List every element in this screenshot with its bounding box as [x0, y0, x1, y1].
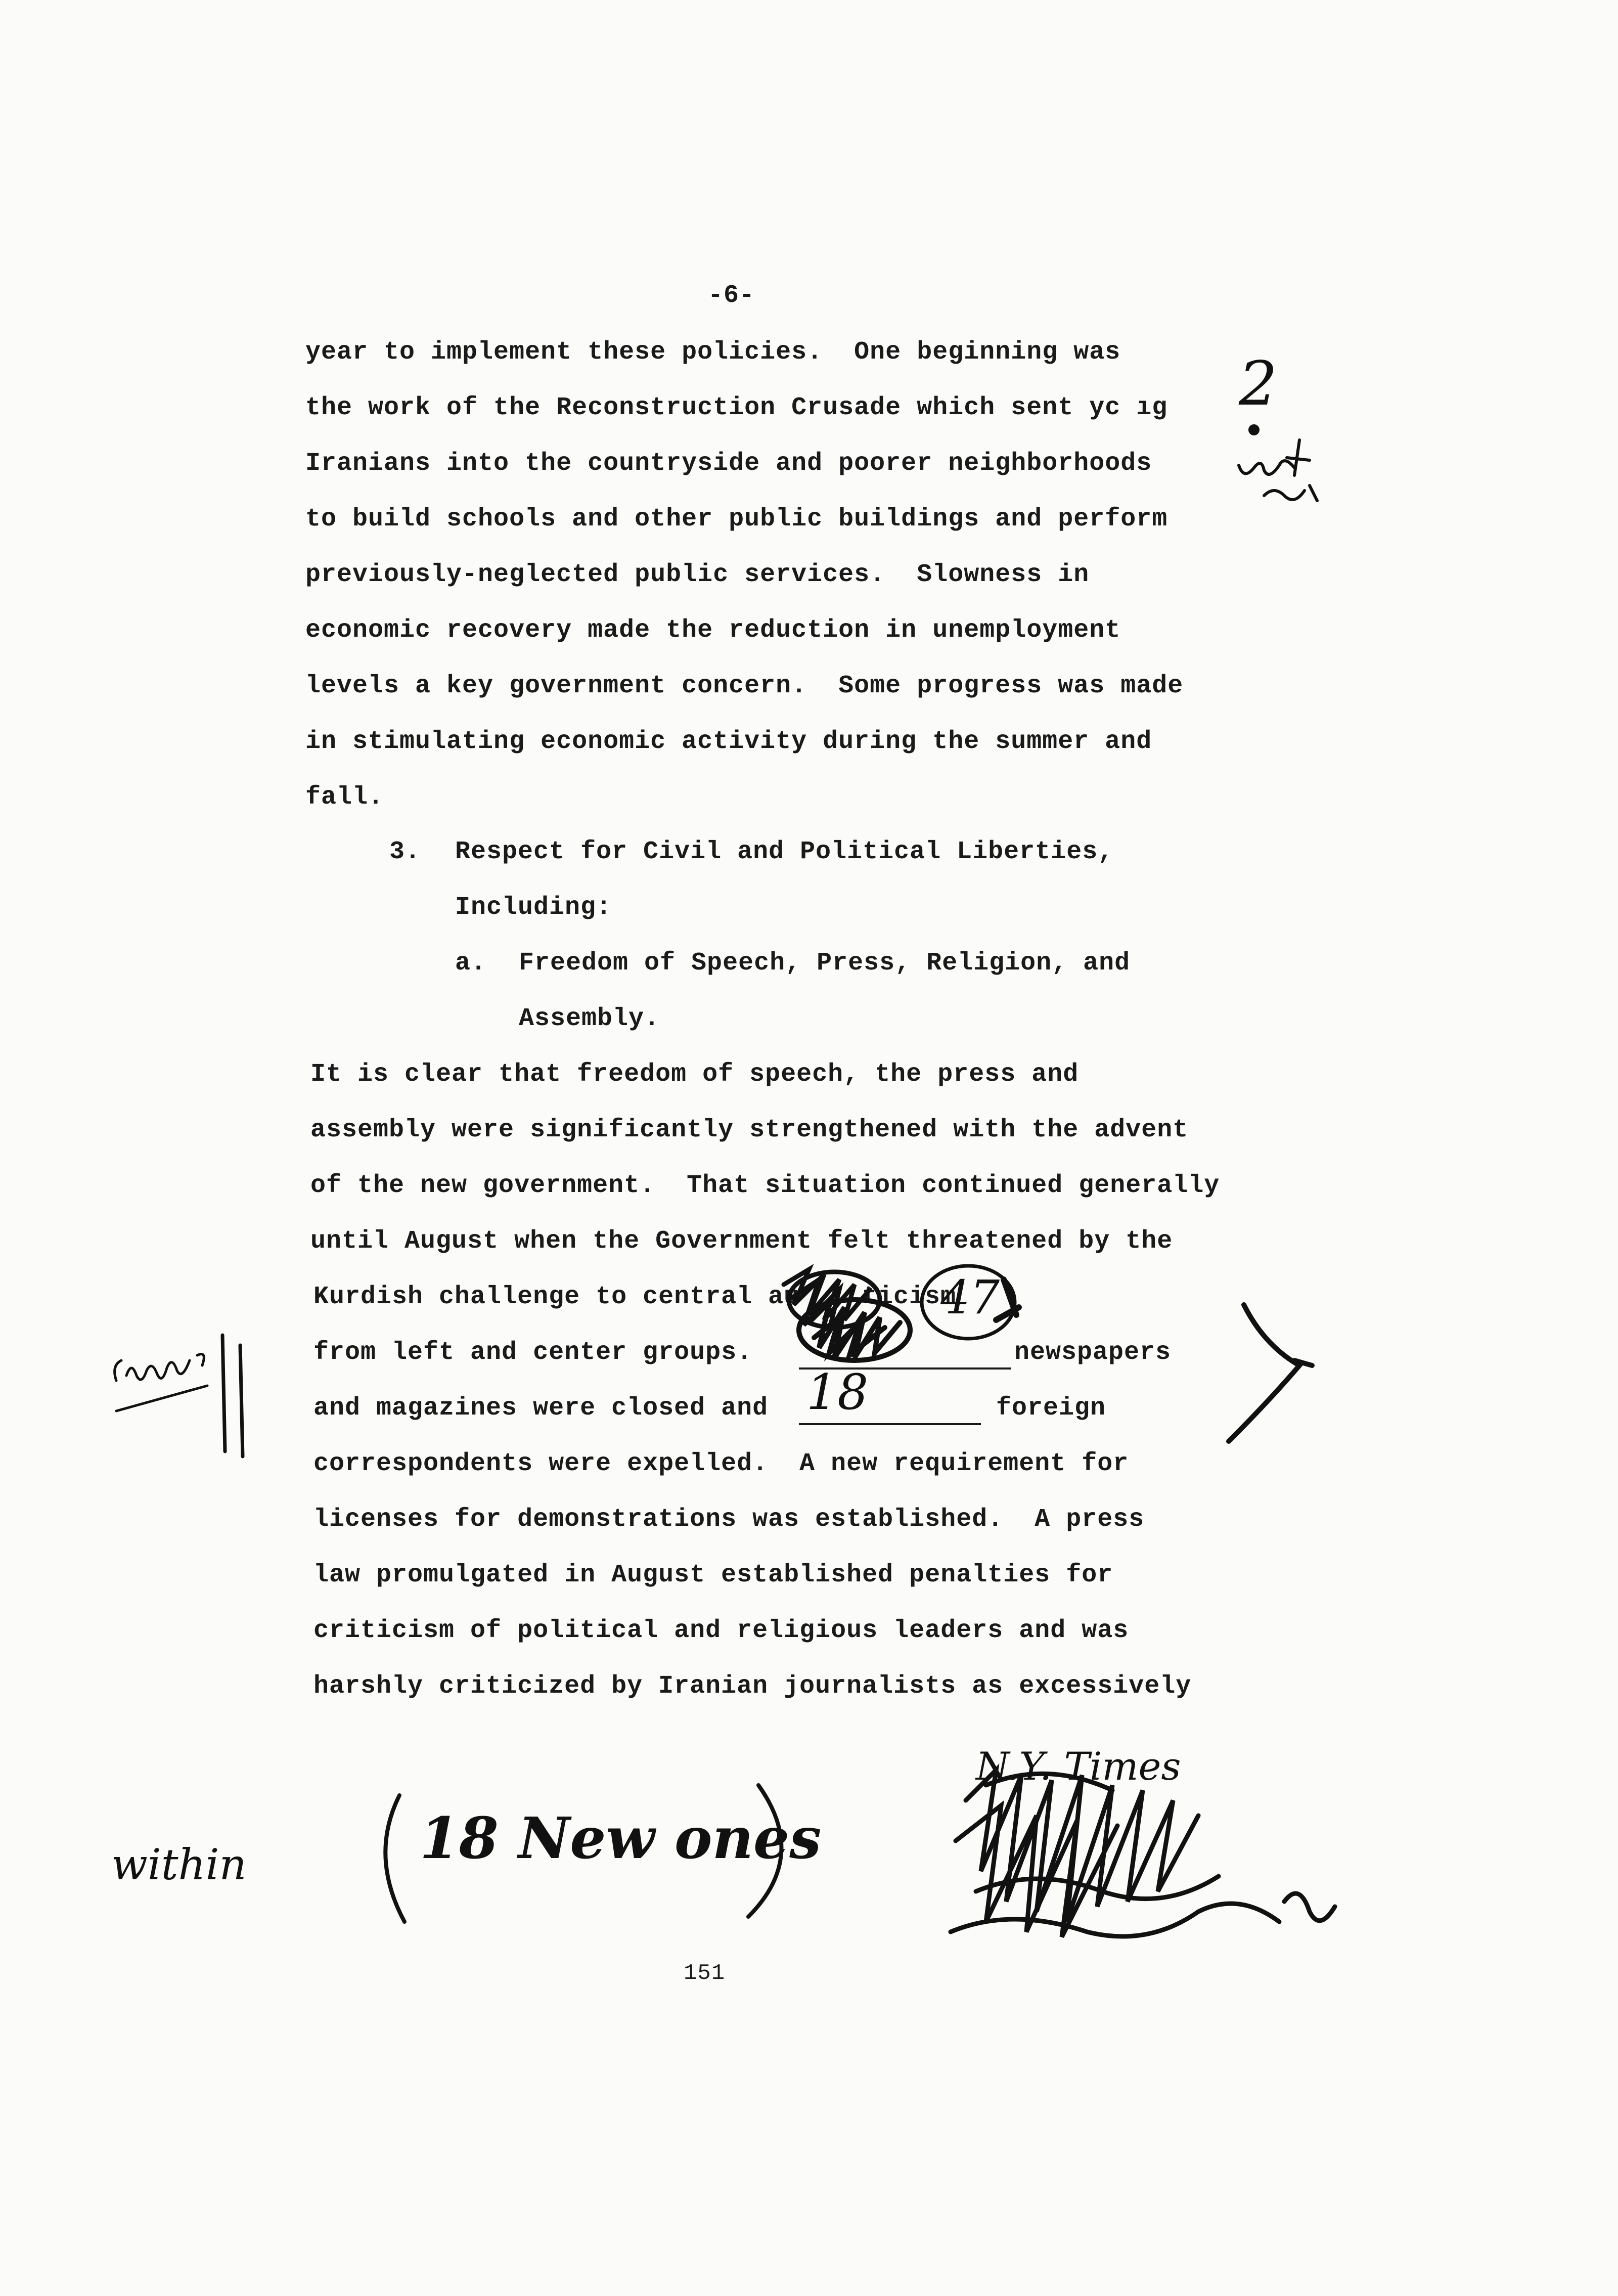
- margin-scribble: [1234, 420, 1325, 516]
- handwritten-number: 18: [806, 1364, 869, 1421]
- body-line: to build schools and other public buildings and perform: [305, 505, 1168, 534]
- subsection-title: Assembly.: [519, 1004, 660, 1033]
- body-line: foreign: [996, 1394, 1106, 1423]
- body-line: Iranians into the countryside and poorer neighborhoods: [305, 449, 1152, 478]
- section-number: 3.: [389, 837, 421, 866]
- body-line: from left and center groups.: [313, 1338, 753, 1367]
- body-line: harshly criticized by Iranian journalists as excessively: [313, 1672, 1192, 1701]
- body-line: levels a key government concern. Some progress was made: [305, 672, 1184, 700]
- body-line: in stimulating economic activity during the summer and: [305, 727, 1152, 756]
- subsection-letter: a.: [455, 949, 487, 978]
- page-number: 151: [684, 1961, 726, 1986]
- handwritten-note: within: [111, 1840, 247, 1889]
- body-line: law promulgated in August established penalties for: [313, 1561, 1113, 1589]
- body-line: and magazines were closed and: [313, 1394, 769, 1423]
- page-header: -6-: [708, 281, 755, 310]
- body-line: of the new government. That situation continued generally: [310, 1171, 1220, 1200]
- body-line: year to implement these policies. One beginning was: [305, 338, 1121, 367]
- redaction-scribble: [794, 1292, 915, 1368]
- handwritten-note: 18 New ones: [420, 1805, 822, 1872]
- section-title: Including:: [455, 893, 612, 922]
- body-line: correspondents were expelled. A new requirement for: [313, 1449, 1129, 1478]
- subsection-title: Freedom of Speech, Press, Religion, and: [519, 949, 1131, 978]
- section-title: Respect for Civil and Political Liberties,: [455, 837, 1114, 866]
- handwritten-signature-text: N.Y. Times: [976, 1744, 1181, 1789]
- body-line: economic recovery made the reduction in unemployment: [305, 616, 1121, 645]
- body-line: It is clear that freedom of speech, the press and: [310, 1060, 1079, 1089]
- body-line: until August when the Government felt threatened by the: [310, 1227, 1173, 1256]
- body-line: fall.: [305, 783, 384, 812]
- body-line: licenses for demonstrations was established. A press: [313, 1505, 1145, 1534]
- body-line: Kurdish challenge to central au: [313, 1283, 800, 1311]
- handwritten-number: 47: [940, 1270, 1000, 1324]
- body-line: ticism: [862, 1283, 957, 1311]
- body-line: previously-neglected public services. Slowness in: [305, 560, 1090, 589]
- body-line: assembly were significantly strengthened with the advent: [310, 1116, 1189, 1144]
- margin-note-scribble: [106, 1325, 253, 1456]
- body-line: criticism of political and religious leaders and was: [313, 1616, 1129, 1645]
- margin-note: 2: [1239, 349, 1278, 419]
- margin-bracket: [1224, 1300, 1325, 1451]
- scribbled-signature: [935, 1740, 1355, 1957]
- body-line: newspapers: [1014, 1338, 1172, 1367]
- body-line: the work of the Reconstruction Crusade which sent yc ıg: [305, 393, 1168, 422]
